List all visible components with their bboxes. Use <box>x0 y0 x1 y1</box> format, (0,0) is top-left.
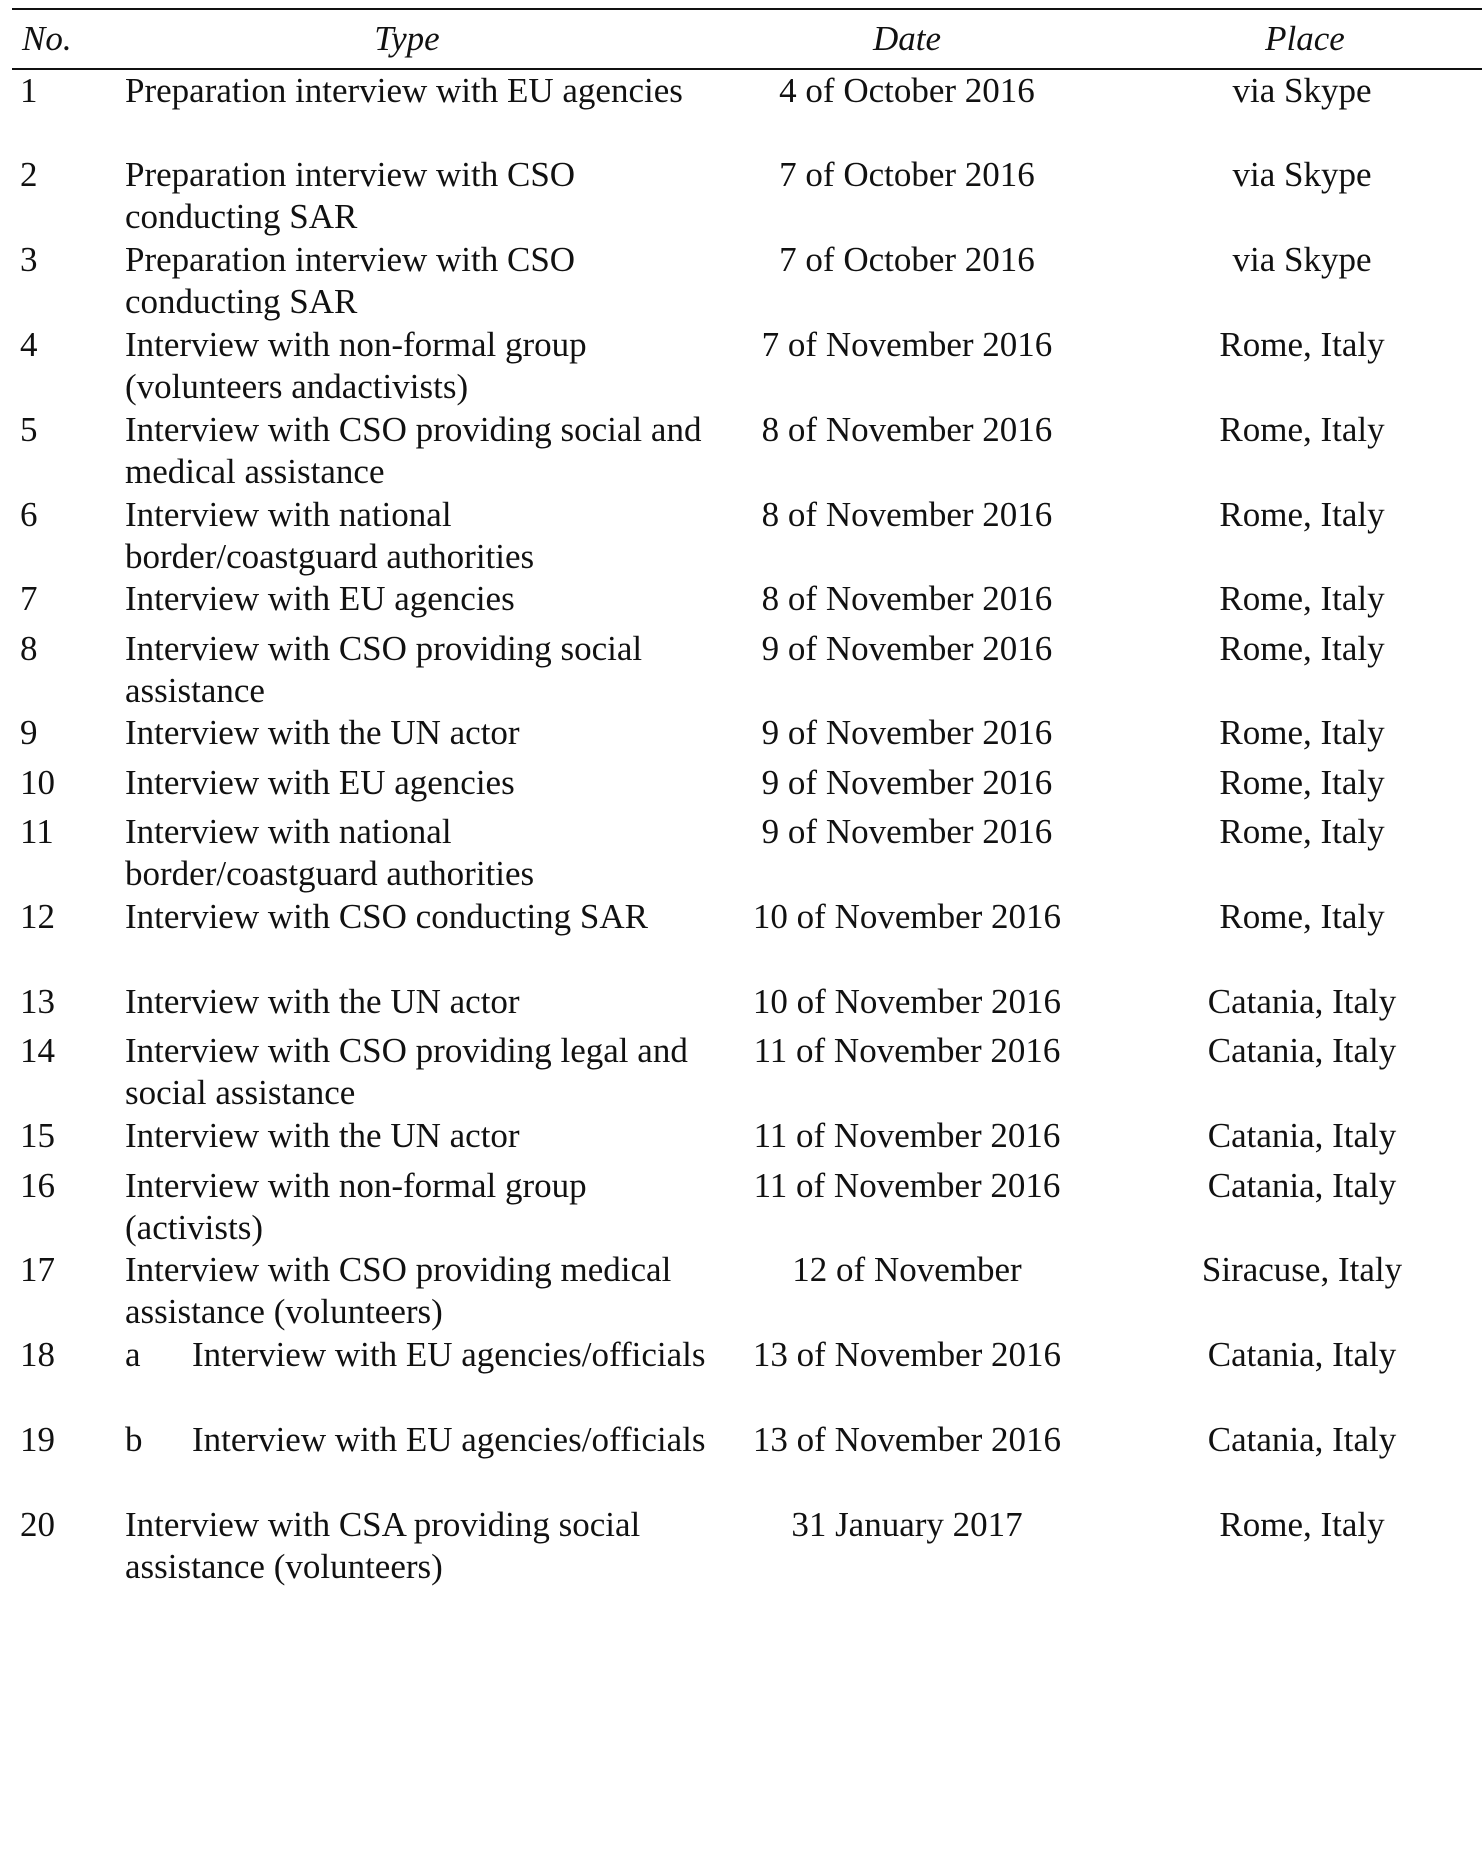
header-no: No. <box>22 19 72 58</box>
cell-type: Interview with the UN actor <box>125 713 520 752</box>
cell-date: 9 of November 2016 <box>761 812 1053 851</box>
table-row <box>12 494 1482 578</box>
cell-date: 4 of October 2016 <box>779 71 1035 110</box>
table-row <box>12 1249 1482 1334</box>
cell-place: Rome, Italy <box>1219 629 1385 668</box>
cell-date: 31 January 2017 <box>791 1505 1023 1544</box>
cell-date: 11 of November 2016 <box>753 1116 1061 1155</box>
cell-place: Rome, Italy <box>1219 325 1385 364</box>
cell-type: Interview with non-formal group (volunteers andactivists) <box>125 325 587 406</box>
cell-date: 7 of October 2016 <box>779 240 1035 279</box>
cell-no: 11 <box>20 812 54 851</box>
cell-date: 13 of November 2016 <box>752 1335 1062 1374</box>
cell-no: 15 <box>20 1116 55 1155</box>
table-row <box>12 981 1482 1030</box>
cell-place: Catania, Italy <box>1207 1420 1397 1459</box>
cell-date: 11 of November 2016 <box>753 1166 1061 1205</box>
cell-place: Catania, Italy <box>1207 1031 1397 1070</box>
cell-no: 20 <box>20 1505 55 1544</box>
cell-place: Siracuse, Italy <box>1201 1250 1403 1289</box>
cell-no: 5 <box>20 410 38 449</box>
table-row <box>12 1334 1482 1419</box>
cell-no: 17 <box>20 1250 55 1289</box>
table-row <box>12 154 1482 239</box>
cell-no: 1 <box>20 71 38 110</box>
table-row <box>12 712 1482 762</box>
table-row <box>12 762 1482 811</box>
cell-no: 13 <box>20 982 55 1021</box>
cell-type: Interview with EU agencies <box>125 763 515 802</box>
cell-date: 8 of November 2016 <box>761 410 1053 449</box>
cell-type: Interview with CSO providing social and medical assistance <box>125 410 702 491</box>
cell-place: Rome, Italy <box>1219 1505 1385 1544</box>
cell-no: 10 <box>20 763 55 802</box>
cell-sub-label: b <box>125 1420 143 1459</box>
cell-place: Rome, Italy <box>1219 897 1385 936</box>
cell-type: Interview with EU agencies/officials <box>192 1335 706 1374</box>
cell-type: Interview with CSA providing social assistance (volunteers) <box>125 1505 641 1586</box>
cell-type: Interview with national border/coastguard authorities <box>125 812 535 893</box>
cell-place: Rome, Italy <box>1219 495 1385 534</box>
cell-date: 12 of November <box>792 1250 1022 1289</box>
table-row <box>12 70 1482 154</box>
cell-place: Catania, Italy <box>1207 1335 1397 1374</box>
cell-place: Catania, Italy <box>1207 982 1397 1021</box>
cell-type: Interview with CSO providing medical assistance (volunteers) <box>125 1250 672 1331</box>
cell-date: 8 of November 2016 <box>761 495 1053 534</box>
cell-date: 8 of November 2016 <box>761 579 1053 618</box>
cell-date: 7 of November 2016 <box>761 325 1053 364</box>
cell-place: via Skype <box>1232 155 1372 194</box>
cell-place: via Skype <box>1232 240 1372 279</box>
cell-type: Interview with CSO providing legal and social assistance <box>125 1031 688 1112</box>
cell-place: Catania, Italy <box>1207 1166 1397 1205</box>
cell-date: 9 of November 2016 <box>761 713 1053 752</box>
header-type: Type <box>374 19 440 58</box>
cell-no: 16 <box>20 1166 55 1205</box>
cell-type: Preparation interview with CSO conducting SAR <box>125 155 576 236</box>
table-row <box>12 1165 1482 1249</box>
table-row <box>12 811 1482 896</box>
header-date: Date <box>872 19 942 58</box>
cell-no: 18 <box>20 1335 55 1374</box>
cell-no: 8 <box>20 629 38 668</box>
table-row <box>12 896 1482 981</box>
cell-place: Rome, Italy <box>1219 812 1385 851</box>
table-row <box>12 628 1482 712</box>
cell-no: 2 <box>20 155 38 194</box>
cell-no: 9 <box>20 713 38 752</box>
cell-no: 3 <box>20 240 38 279</box>
table-row <box>12 1419 1482 1504</box>
cell-place: Rome, Italy <box>1219 713 1385 752</box>
table-row <box>12 239 1482 324</box>
cell-place: Rome, Italy <box>1219 410 1385 449</box>
cell-type: Interview with the UN actor <box>125 982 520 1021</box>
cell-no: 19 <box>20 1420 55 1459</box>
cell-type: Interview with CSO conducting SAR <box>125 897 649 936</box>
cell-type: Interview with national border/coastguard authorities <box>125 495 535 576</box>
cell-type: Interview with the UN actor <box>125 1116 520 1155</box>
cell-place: Catania, Italy <box>1207 1116 1397 1155</box>
cell-date: 11 of November 2016 <box>753 1031 1061 1070</box>
cell-date: 10 of November 2016 <box>752 982 1062 1021</box>
cell-no: 14 <box>20 1031 55 1070</box>
cell-no: 6 <box>20 495 38 534</box>
cell-type: Interview with EU agencies/officials <box>192 1420 706 1459</box>
cell-date: 10 of November 2016 <box>752 897 1062 936</box>
table-body <box>12 70 1482 1588</box>
cell-place: Rome, Italy <box>1219 579 1385 618</box>
cell-no: 7 <box>20 579 38 618</box>
table-row <box>12 1030 1482 1115</box>
cell-date: 13 of November 2016 <box>752 1420 1062 1459</box>
cell-type: Preparation interview with CSO conducting SAR <box>125 240 576 321</box>
cell-date: 7 of October 2016 <box>779 155 1035 194</box>
cell-no: 4 <box>20 325 38 364</box>
cell-no: 12 <box>20 897 55 936</box>
table-row <box>12 1115 1482 1165</box>
table-top-rule <box>12 8 1482 10</box>
table-row <box>12 578 1482 628</box>
table-row <box>12 409 1482 494</box>
cell-place: Rome, Italy <box>1219 763 1385 802</box>
cell-type: Interview with EU agencies <box>125 579 515 618</box>
header-place: Place <box>1265 19 1345 58</box>
cell-date: 9 of November 2016 <box>761 629 1053 668</box>
cell-type: Interview with CSO providing social assistance <box>125 629 643 710</box>
cell-type: Interview with non-formal group (activists) <box>125 1166 587 1247</box>
cell-sub-label: a <box>125 1335 141 1374</box>
cell-place: via Skype <box>1232 71 1372 110</box>
table-row <box>12 1504 1482 1588</box>
cell-date: 9 of November 2016 <box>761 763 1053 802</box>
table-row <box>12 324 1482 409</box>
cell-type: Preparation interview with EU agencies <box>125 71 683 110</box>
